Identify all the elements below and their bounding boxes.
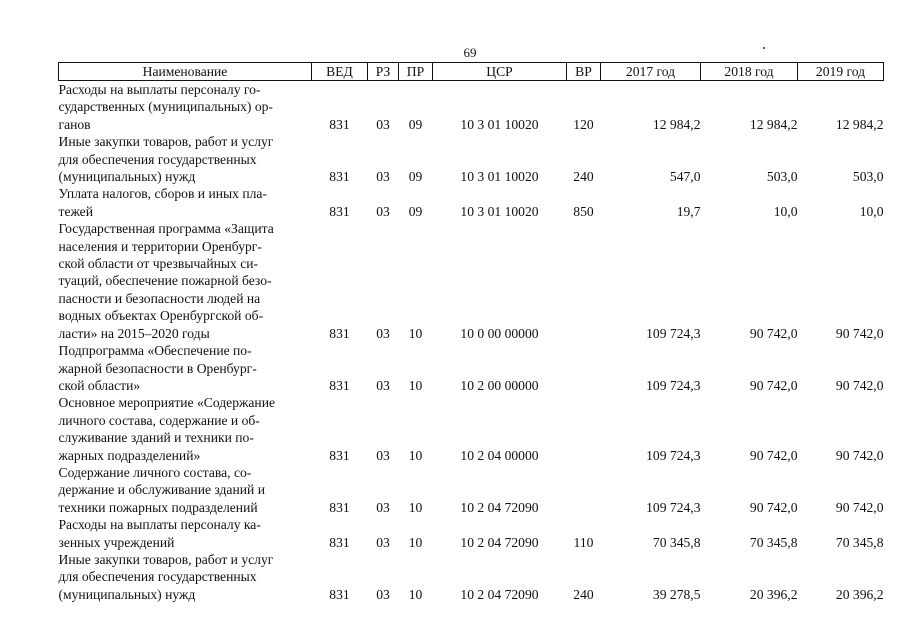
table-row: [59, 133, 884, 185]
row-name-line: водных объектах Оренбургской об-: [58, 308, 264, 324]
row-name-line: Подпрограмма «Обеспечение по-: [58, 343, 252, 359]
cell-y2018: 70 345,8: [749, 534, 798, 550]
row-name-line: Иные закупки товаров, работ и услуг: [58, 134, 274, 150]
row-name-line: Иные закупки товаров, работ и услуг: [58, 551, 274, 567]
table-row: [59, 464, 884, 516]
table-row: [59, 551, 884, 603]
cell-y2019: 90 742,0: [835, 325, 884, 341]
cell-pr: 10: [408, 534, 423, 550]
cell-y2018: 10,0: [773, 203, 798, 219]
row-name-line: для обеспечения государственных: [58, 151, 257, 167]
cell-csr: 10 0 00 00000: [460, 325, 539, 341]
row-name-line: сударственных (муниципальных) ор-: [58, 99, 273, 115]
cell-pr: 10: [408, 377, 423, 393]
table-row: [59, 220, 884, 342]
cell-ved: 831: [329, 499, 350, 515]
cell-y2019: 12 984,2: [835, 116, 884, 132]
cell-vr: 240: [573, 169, 594, 185]
cell-vr: [567, 220, 601, 342]
cell-rz: 03: [376, 586, 390, 602]
cell-vr: 240: [573, 586, 594, 602]
row-name-line: Содержание личного состава, со-: [58, 464, 252, 480]
col-header-vr: ВР: [567, 63, 601, 81]
cell-y2018: 12 984,2: [749, 116, 798, 132]
cell-csr: 10 3 01 10020: [460, 116, 539, 132]
cell-y2017: 12 984,2: [652, 116, 701, 132]
row-name-line: служивание зданий и техники по-: [58, 430, 254, 446]
col-header-2019: 2019 год: [798, 63, 884, 81]
cell-y2019: 90 742,0: [835, 377, 884, 393]
table-row: [59, 81, 884, 134]
row-name-line: ганов: [58, 116, 91, 132]
row-name: [59, 394, 312, 464]
cell-y2019: 70 345,8: [835, 534, 884, 550]
table-header: [59, 63, 884, 81]
col-header-2018: 2018 год: [701, 63, 798, 81]
row-name-line: Уплата налогов, сборов и иных пла-: [58, 186, 267, 202]
cell-y2019: 90 742,0: [835, 447, 884, 463]
cell-y2019: 10,0: [859, 203, 884, 219]
cell-y2017: 39 278,5: [652, 586, 701, 602]
cell-y2017: 19,7: [676, 203, 701, 219]
row-name: [59, 81, 312, 134]
cell-csr: 10 3 01 10020: [460, 169, 539, 185]
row-name: [59, 342, 312, 394]
cell-rz: 03: [376, 377, 390, 393]
col-header-csr: ЦСР: [433, 63, 567, 81]
row-name-line: ласти» на 2015–2020 годы: [58, 325, 210, 341]
table-row: [59, 394, 884, 464]
cell-ved: 831: [329, 203, 350, 219]
row-name: [59, 220, 312, 342]
table-row: [59, 185, 884, 220]
row-name-line: туаций, обеспечение пожарной безо-: [58, 273, 272, 289]
cell-y2017: 109 724,3: [646, 377, 701, 393]
cell-vr: 110: [573, 534, 594, 550]
cell-y2019: 503,0: [852, 169, 884, 185]
cell-csr: 10 3 01 10020: [460, 203, 539, 219]
cell-pr: 10: [408, 447, 423, 463]
row-name: [59, 464, 312, 516]
cell-y2018: 20 396,2: [749, 586, 798, 602]
cell-vr: 850: [573, 203, 594, 219]
cell-rz: 03: [376, 534, 390, 550]
cell-vr: 120: [573, 116, 594, 132]
cell-csr: 10 2 04 72090: [460, 586, 539, 602]
cell-pr: 09: [408, 169, 423, 185]
cell-ved: 831: [329, 447, 350, 463]
cell-csr: 10 2 00 00000: [460, 377, 539, 393]
col-header-pr: ПР: [399, 63, 433, 81]
cell-rz: 03: [376, 325, 390, 341]
row-name: [59, 185, 312, 220]
cell-pr: 10: [408, 586, 423, 602]
cell-ved: 831: [329, 534, 350, 550]
cell-y2019: 20 396,2: [835, 586, 884, 602]
cell-y2018: 90 742,0: [749, 499, 798, 515]
row-name-line: Расходы на выплаты персоналу ка-: [58, 517, 261, 533]
row-name-line: зенных учреждений: [58, 534, 175, 550]
cell-pr: 10: [408, 499, 423, 515]
cell-ved: 831: [329, 116, 350, 132]
row-name-line: (муниципальных) нужд: [58, 169, 196, 185]
cell-y2019: 90 742,0: [835, 499, 884, 515]
cell-vr: [567, 342, 601, 394]
row-name-line: пасности и безопасности людей на: [58, 290, 261, 306]
cell-rz: 03: [376, 447, 390, 463]
row-name: [59, 551, 312, 603]
cell-y2018: 90 742,0: [749, 447, 798, 463]
row-name-line: тежей: [58, 203, 93, 219]
row-name-line: личного состава, содержание и об-: [58, 412, 260, 428]
budget-table: [58, 62, 884, 603]
row-name-line: для обеспечения государственных: [58, 569, 257, 585]
col-header-2017: 2017 год: [601, 63, 701, 81]
row-name-line: держание и обслуживание зданий и: [58, 482, 265, 498]
cell-ved: 831: [329, 325, 350, 341]
cell-y2017: 109 724,3: [646, 447, 701, 463]
cell-rz: 03: [376, 169, 390, 185]
row-name-line: жарной безопасности в Оренбург-: [58, 360, 257, 376]
cell-y2017: 109 724,3: [646, 325, 701, 341]
row-name-line: Основное мероприятие «Содержание: [58, 395, 276, 411]
cell-y2018: 90 742,0: [749, 325, 798, 341]
row-name-line: (муниципальных) нужд: [58, 586, 196, 602]
cell-y2017: 547,0: [669, 169, 701, 185]
table-body: [59, 81, 884, 604]
row-name: [59, 133, 312, 185]
cell-ved: 831: [329, 586, 350, 602]
col-header-name: Наименование: [59, 63, 312, 81]
cell-pr: 10: [408, 325, 423, 341]
cell-csr: 10 2 04 00000: [460, 447, 539, 463]
cell-csr: 10 2 04 72090: [460, 534, 539, 550]
table-row: [59, 516, 884, 551]
scan-speck: [763, 47, 765, 49]
row-name-line: Государственная программа «Защита: [58, 221, 274, 237]
cell-ved: 831: [329, 377, 350, 393]
row-name-line: населения и территории Оренбург-: [58, 238, 262, 254]
row-name-line: ской области»: [58, 377, 141, 393]
cell-y2018: 503,0: [766, 169, 798, 185]
row-name-line: жарных подразделений»: [58, 447, 201, 463]
cell-ved: 831: [329, 169, 350, 185]
col-header-ved: ВЕД: [312, 63, 368, 81]
cell-pr: 09: [408, 203, 423, 219]
cell-y2017: 70 345,8: [652, 534, 701, 550]
cell-rz: 03: [376, 499, 390, 515]
row-name: [59, 516, 312, 551]
page-number: 69: [463, 45, 477, 60]
cell-vr: [567, 464, 601, 516]
table-row: [59, 342, 884, 394]
row-name-line: техники пожарных подразделений: [58, 499, 258, 515]
cell-csr: 10 2 04 72090: [460, 499, 539, 515]
cell-pr: 09: [408, 116, 423, 132]
row-name-line: Расходы на выплаты персоналу го-: [58, 82, 261, 97]
cell-rz: 03: [376, 203, 390, 219]
cell-y2018: 90 742,0: [749, 377, 798, 393]
col-header-rz: РЗ: [368, 63, 399, 81]
cell-rz: 03: [376, 116, 390, 132]
row-name-line: ской области от чрезвычайных си-: [58, 256, 259, 272]
cell-y2017: 109 724,3: [646, 499, 701, 515]
cell-vr: [567, 394, 601, 464]
